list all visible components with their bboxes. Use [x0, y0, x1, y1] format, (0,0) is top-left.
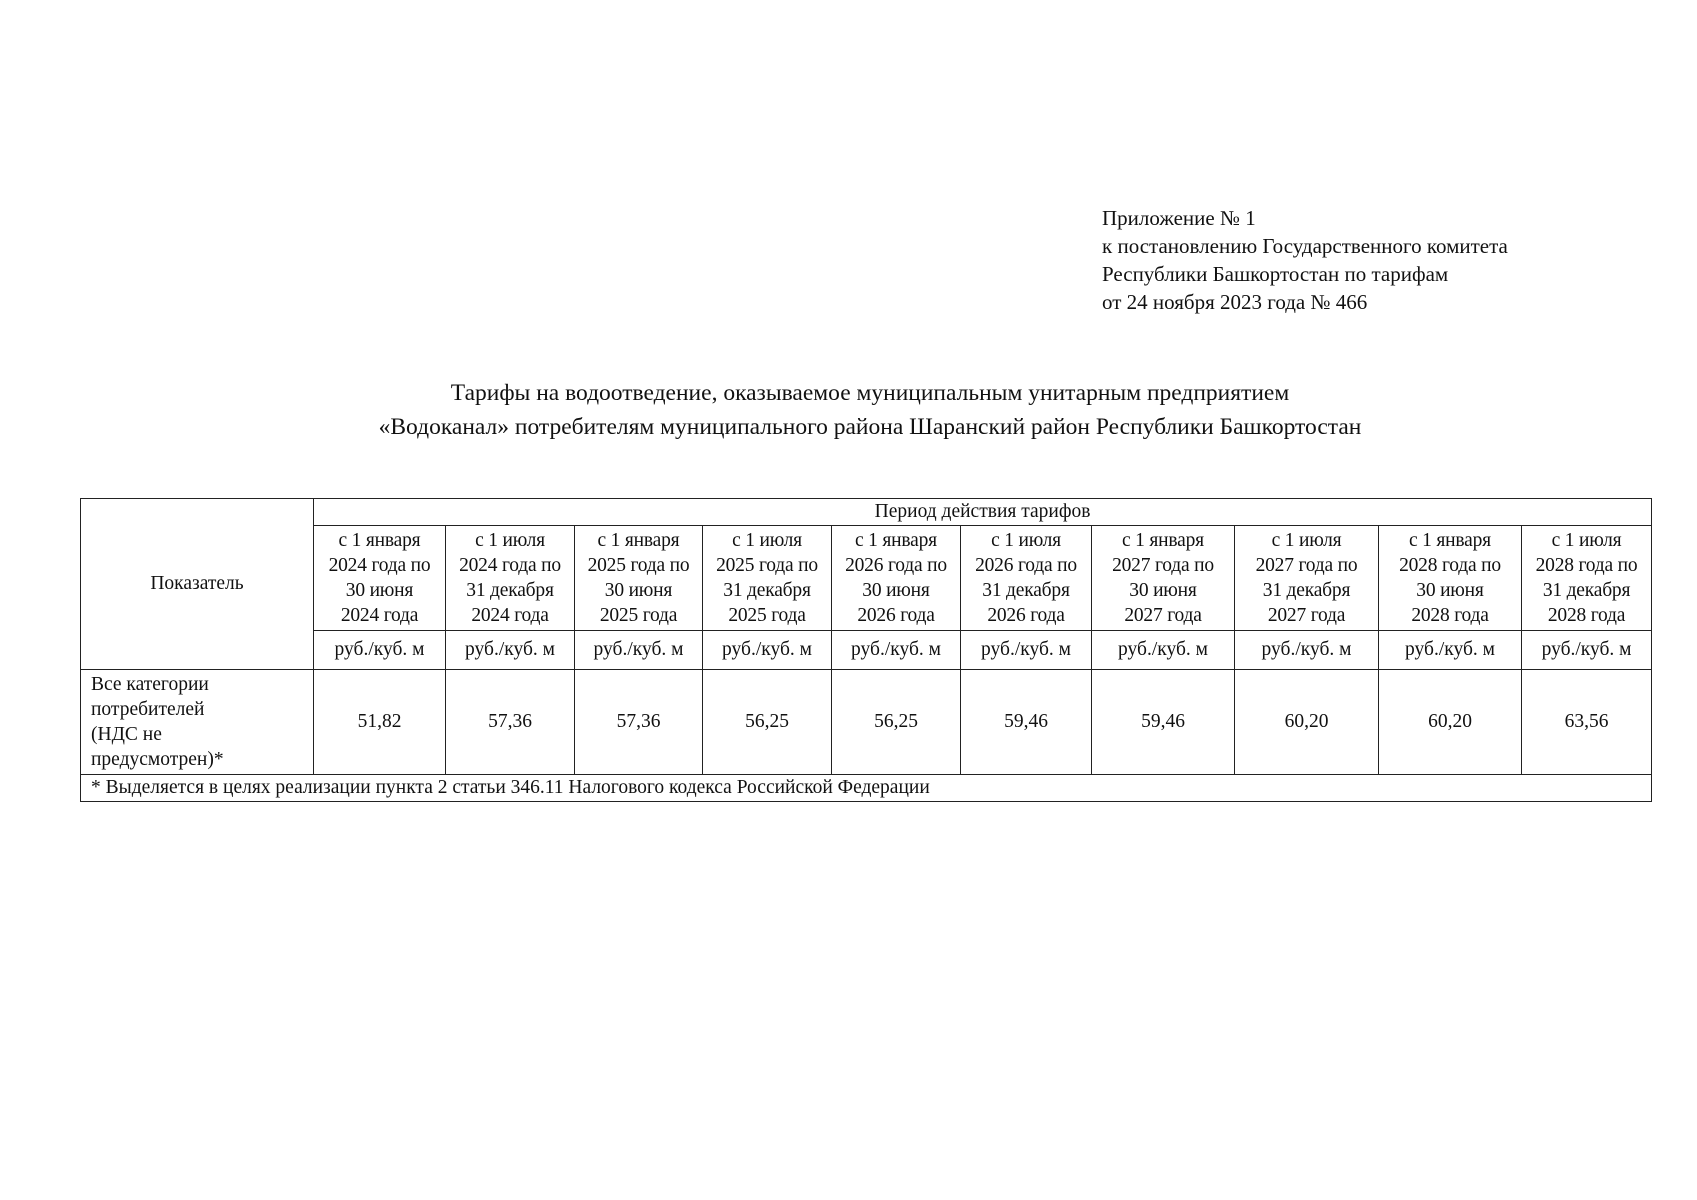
- period-column-header: с 1 января 2025 года по 30 июня 2025 года: [575, 526, 703, 631]
- appendix-ref-line-2: Республики Башкортостан по тарифам: [1102, 262, 1449, 286]
- tariffs-table: [80, 498, 1652, 802]
- unit-cell: руб./куб. м: [1092, 631, 1235, 670]
- unit-cell: руб./куб. м: [314, 631, 446, 670]
- table-row: [81, 670, 1652, 775]
- period-header: Период действия тарифов: [314, 499, 1652, 526]
- units-row: [81, 631, 1652, 670]
- tariff-value: 59,46: [1092, 670, 1235, 775]
- document-title: [0, 376, 1697, 444]
- period-column-header: с 1 июля 2025 года по 31 декабря 2025 года: [703, 526, 832, 631]
- tariff-value: 59,46: [961, 670, 1092, 775]
- category-cell: Все категории потребителей (НДС не предусмотрен)*: [81, 670, 314, 775]
- period-column-header: с 1 июля 2028 года по 31 декабря 2028 года: [1522, 526, 1652, 631]
- title-line-1: Тарифы на водоотведение, оказываемое муниципальным унитарным предприятием: [450, 380, 1290, 406]
- unit-cell: руб./куб. м: [961, 631, 1092, 670]
- appendix-ref-line-1: к постановлению Государственного комитета: [1102, 234, 1508, 258]
- period-column-header: с 1 июля 2026 года по 31 декабря 2026 года: [961, 526, 1092, 631]
- appendix-date: от 24 ноября 2023 года № 466: [1102, 290, 1368, 314]
- unit-cell: руб./куб. м: [1235, 631, 1379, 670]
- tariff-value: 56,25: [703, 670, 832, 775]
- period-column-header: с 1 января 2027 года по 30 июня 2027 года: [1092, 526, 1235, 631]
- period-column-header: с 1 июля 2027 года по 31 декабря 2027 года: [1235, 526, 1379, 631]
- unit-cell: руб./куб. м: [575, 631, 703, 670]
- tariff-value: 56,25: [832, 670, 961, 775]
- title-line-2: «Водоканал» потребителям муниципального района Шаранский район Республики Башкортостан: [378, 414, 1362, 440]
- period-column-header: с 1 января 2024 года по 30 июня 2024 года: [314, 526, 446, 631]
- tariff-value: 57,36: [575, 670, 703, 775]
- tariff-value: 60,20: [1379, 670, 1522, 775]
- tariff-value: 63,56: [1522, 670, 1652, 775]
- header-row-period: [81, 499, 1652, 526]
- period-column-header: с 1 января 2026 года по 30 июня 2026 года: [832, 526, 961, 631]
- unit-cell: руб./куб. м: [832, 631, 961, 670]
- unit-cell: руб./куб. м: [1522, 631, 1652, 670]
- unit-cell: руб./куб. м: [703, 631, 832, 670]
- appendix-number: Приложение № 1: [1102, 206, 1256, 230]
- period-column-header: с 1 июля 2024 года по 31 декабря 2024 года: [446, 526, 575, 631]
- appendix-block: [1102, 204, 1508, 316]
- footnote-row: [81, 775, 1652, 802]
- period-column-header: с 1 января 2028 года по 30 июня 2028 года: [1379, 526, 1522, 631]
- footnote: * Выделяется в целях реализации пункта 2 статьи 346.11 Налогового кодекса Российской Федерации: [81, 775, 1652, 802]
- tariff-value: 60,20: [1235, 670, 1379, 775]
- indicator-header: Показатель: [81, 499, 314, 670]
- tariff-value: 57,36: [446, 670, 575, 775]
- unit-cell: руб./куб. м: [446, 631, 575, 670]
- tariff-value: 51,82: [314, 670, 446, 775]
- header-row-periods: [81, 526, 1652, 631]
- unit-cell: руб./куб. м: [1379, 631, 1522, 670]
